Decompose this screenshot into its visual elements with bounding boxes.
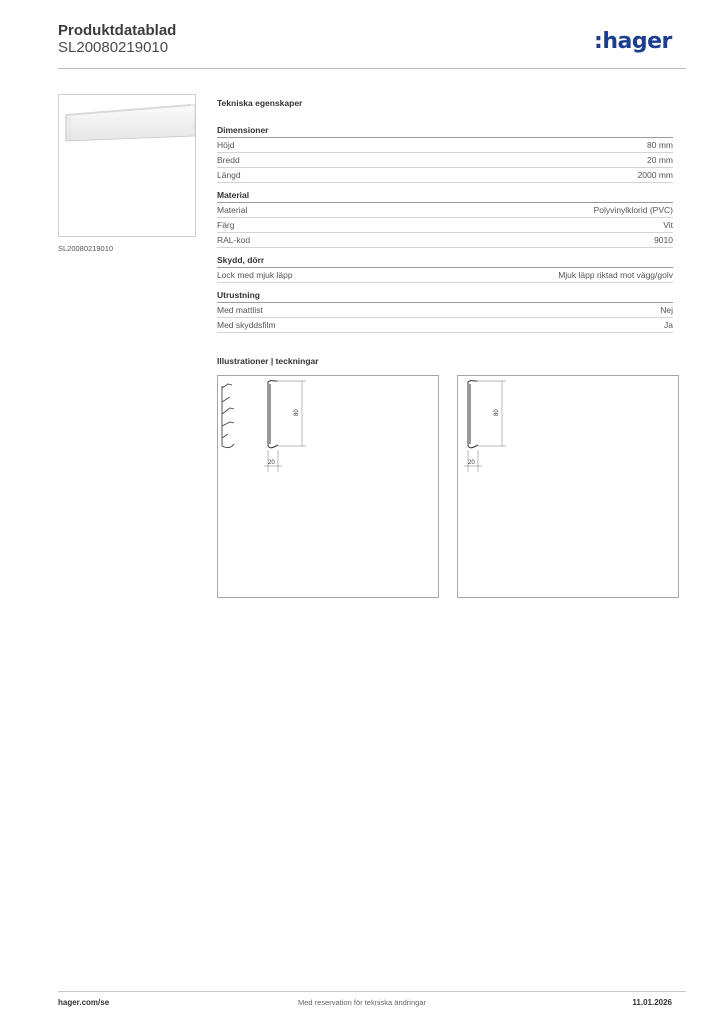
spec-label: Med mattlist — [217, 305, 263, 315]
technical-drawing-2 — [457, 375, 679, 598]
technical-drawing-1 — [217, 375, 439, 598]
logo-colon: : — [594, 29, 603, 54]
spec-label: Bredd — [217, 155, 240, 165]
section-title: Skydd, dörr — [217, 254, 673, 268]
spec-label: Med skyddsfilm — [217, 320, 276, 330]
spec-row — [217, 138, 673, 153]
spec-value: Vit — [663, 220, 673, 230]
footer-divider — [58, 991, 686, 992]
spec-value: Ja — [664, 320, 673, 330]
spec-section-dimensions — [217, 124, 673, 183]
cross-section-drawing — [218, 376, 438, 597]
spec-row — [217, 203, 673, 218]
spec-label: Längd — [217, 170, 241, 180]
spec-row — [217, 218, 673, 233]
spec-row — [217, 268, 673, 283]
cable-trunking-cover-illustration — [59, 95, 195, 236]
header-divider — [58, 68, 686, 69]
spec-section-material — [217, 189, 673, 248]
spec-row — [217, 153, 673, 168]
spec-value: Polyvinylklorid (PVC) — [593, 205, 673, 215]
image-caption: SL20080219010 — [58, 244, 114, 253]
spec-value: 2000 mm — [637, 170, 673, 180]
spec-label: Höjd — [217, 140, 235, 150]
drawing-height-label: 80 — [294, 409, 300, 416]
spec-value: 9010 — [654, 235, 673, 245]
product-image — [58, 94, 196, 237]
section-title: Dimensioner — [217, 124, 673, 138]
cross-section-drawing — [458, 376, 678, 597]
product-code: SL20080219010 — [58, 39, 169, 56]
tech-specs-heading: Tekniska egenskaper — [217, 98, 303, 108]
footer-date: 11.01.2026 — [632, 998, 672, 1007]
spec-row — [217, 233, 673, 248]
drawing-height-label: 80 — [494, 409, 500, 416]
spec-value: Mjuk läpp riktad mot vägg/golv — [558, 270, 673, 280]
illustrations-heading: Illustrationer | teckningar — [217, 356, 319, 366]
spec-row — [217, 168, 673, 183]
spec-value: 20 mm — [647, 155, 673, 165]
spec-section-equipment — [217, 289, 673, 333]
spec-label: Färg — [217, 220, 235, 230]
section-title: Utrustning — [217, 289, 673, 303]
section-title: Material — [217, 189, 673, 203]
spec-label: Material — [217, 205, 248, 215]
spec-label: Lock med mjuk läpp — [217, 270, 293, 280]
spec-row — [217, 303, 673, 318]
spec-value: 80 mm — [647, 140, 673, 150]
spec-value: Nej — [660, 305, 673, 315]
spec-table — [217, 96, 673, 339]
spec-row — [217, 318, 673, 333]
footer-website-link[interactable]: hager.com/se — [58, 998, 110, 1007]
hager-logo — [594, 29, 672, 54]
spec-label: RAL-kod — [217, 235, 251, 245]
footer-disclaimer: Med reservation för tekniska ändringar — [298, 998, 426, 1007]
document-title: Produktdatablad — [58, 22, 177, 39]
drawing-width-label: 20 — [268, 460, 275, 466]
drawing-width-label: 20 — [468, 460, 475, 466]
logo-text: hager — [602, 29, 672, 54]
spec-section-protection — [217, 254, 673, 283]
